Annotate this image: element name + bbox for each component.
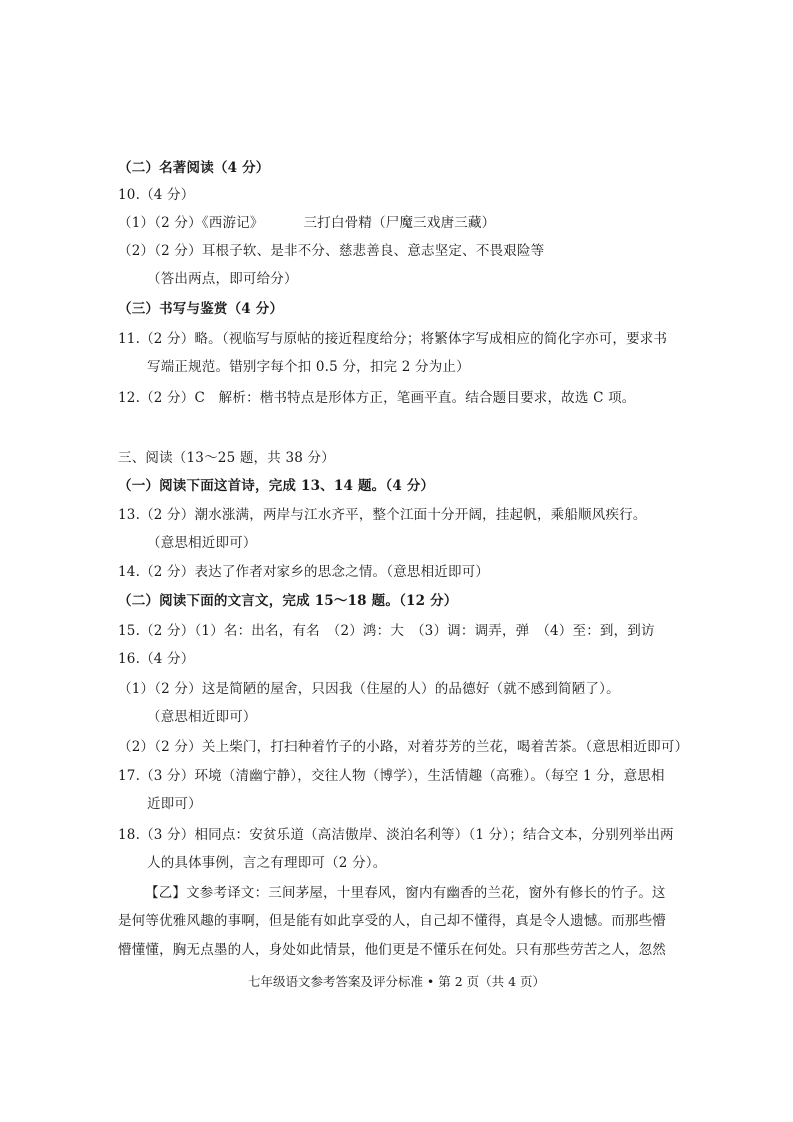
question-14: 14.（2 分）表达了作者对家乡的思念之情。（意思相近即可） — [118, 564, 490, 580]
question-10-heading: 10.（4 分） — [118, 187, 195, 203]
question-18-line-2: 人的具体事例，言之有理即可（2 分）。 — [147, 855, 387, 871]
question-16-part-1: （1）（2 分）这是简陋的屋舍，只因我（住屋的人）的品德好（就不感到简陋了）。 — [118, 681, 620, 697]
question-16-part-1-note: （意思相近即可） — [147, 709, 257, 725]
translation-line-3: 懵懂懂，胸无点墨的人，身处如此情景，他们更是不懂乐在何处。只有那些劳苦之人，忽然 — [118, 942, 666, 958]
section-heading-calligraphy: （三）书写与鉴赏（4 分） — [118, 301, 284, 317]
question-11-line-1: 11.（2 分）略。（视临写与原帖的接近程度给分；将繁体字写成相应的简化字亦可，要求书 — [118, 331, 668, 347]
section-heading-classics-reading: （二）名著阅读（4 分） — [118, 160, 270, 176]
question-12: 12.（2 分）C 解析：楷书特点是形体方正，笔画平直。结合题目要求，故选 C 项。 — [118, 390, 636, 406]
question-11-line-2: 写端正规范。错别字每个扣 0.5 分，扣完 2 分为止） — [147, 359, 470, 375]
part-3-heading-reading: 三、阅读（13～25 题，共 38 分） — [118, 450, 335, 466]
question-18-line-1: 18.（3 分）相同点：安贫乐道（高洁傲岸、淡泊名利等）（1 分）；结合文本，分别列举出两 — [118, 827, 674, 843]
question-15: 15.（2 分）（1）名：出名，有名 （2）鸿：大 （3）调：调弄，弹 （4）至：到，到访 — [118, 623, 655, 639]
question-10-part-2: （2）（2 分）耳根子软、是非不分、慈悲善良、意志坚定、不畏艰险等 — [118, 243, 545, 259]
subsection-heading-classical-prose: （二）阅读下面的文言文，完成 15～18 题。（12 分） — [118, 593, 458, 609]
question-10-part-1 — [118, 214, 495, 232]
question-10-note: （答出两点，即可给分） — [147, 271, 298, 287]
question-13-note: （意思相近即可） — [147, 535, 257, 551]
question-17-line-2: 近即可） — [147, 796, 202, 812]
q10-1-episode: 三打白骨精（尸魔三戏唐三藏） — [303, 215, 496, 231]
question-13-line-1: 13.（2 分）潮水涨满，两岸与江水齐平，整个江面十分开阔，挂起帆，乘船顺风疾行。 — [118, 507, 647, 523]
translation-line-1: 【乙】文参考译文：三间茅屋，十里春风，窗内有幽香的兰花，窗外有修长的竹子。这 — [145, 885, 666, 901]
question-16-part-2: （2）（2 分）关上柴门，打扫种着竹子的小路，对着芬芳的兰花，喝着苦茶。（意思相近即可） — [118, 739, 689, 755]
question-16-heading: 16.（4 分） — [118, 651, 195, 667]
question-17-line-1: 17.（3 分）环境（清幽宁静），交往人物（博学），生活情趣（高雅）。（每空 1 分，意思相 — [118, 768, 665, 784]
translation-line-2: 是何等优雅风趣的事啊，但是能有如此享受的人，自己却不懂得，真是令人遗憾。而那些懵 — [118, 913, 666, 929]
subsection-heading-poem: （一）阅读下面这首诗，完成 13、14 题。（4 分） — [118, 478, 435, 494]
page-footer: 七年级语文参考答案及评分标准 • 第 2 页（共 4 页） — [247, 974, 546, 989]
q10-1-book-title: （1）（2 分）《西游记》 — [118, 215, 264, 231]
